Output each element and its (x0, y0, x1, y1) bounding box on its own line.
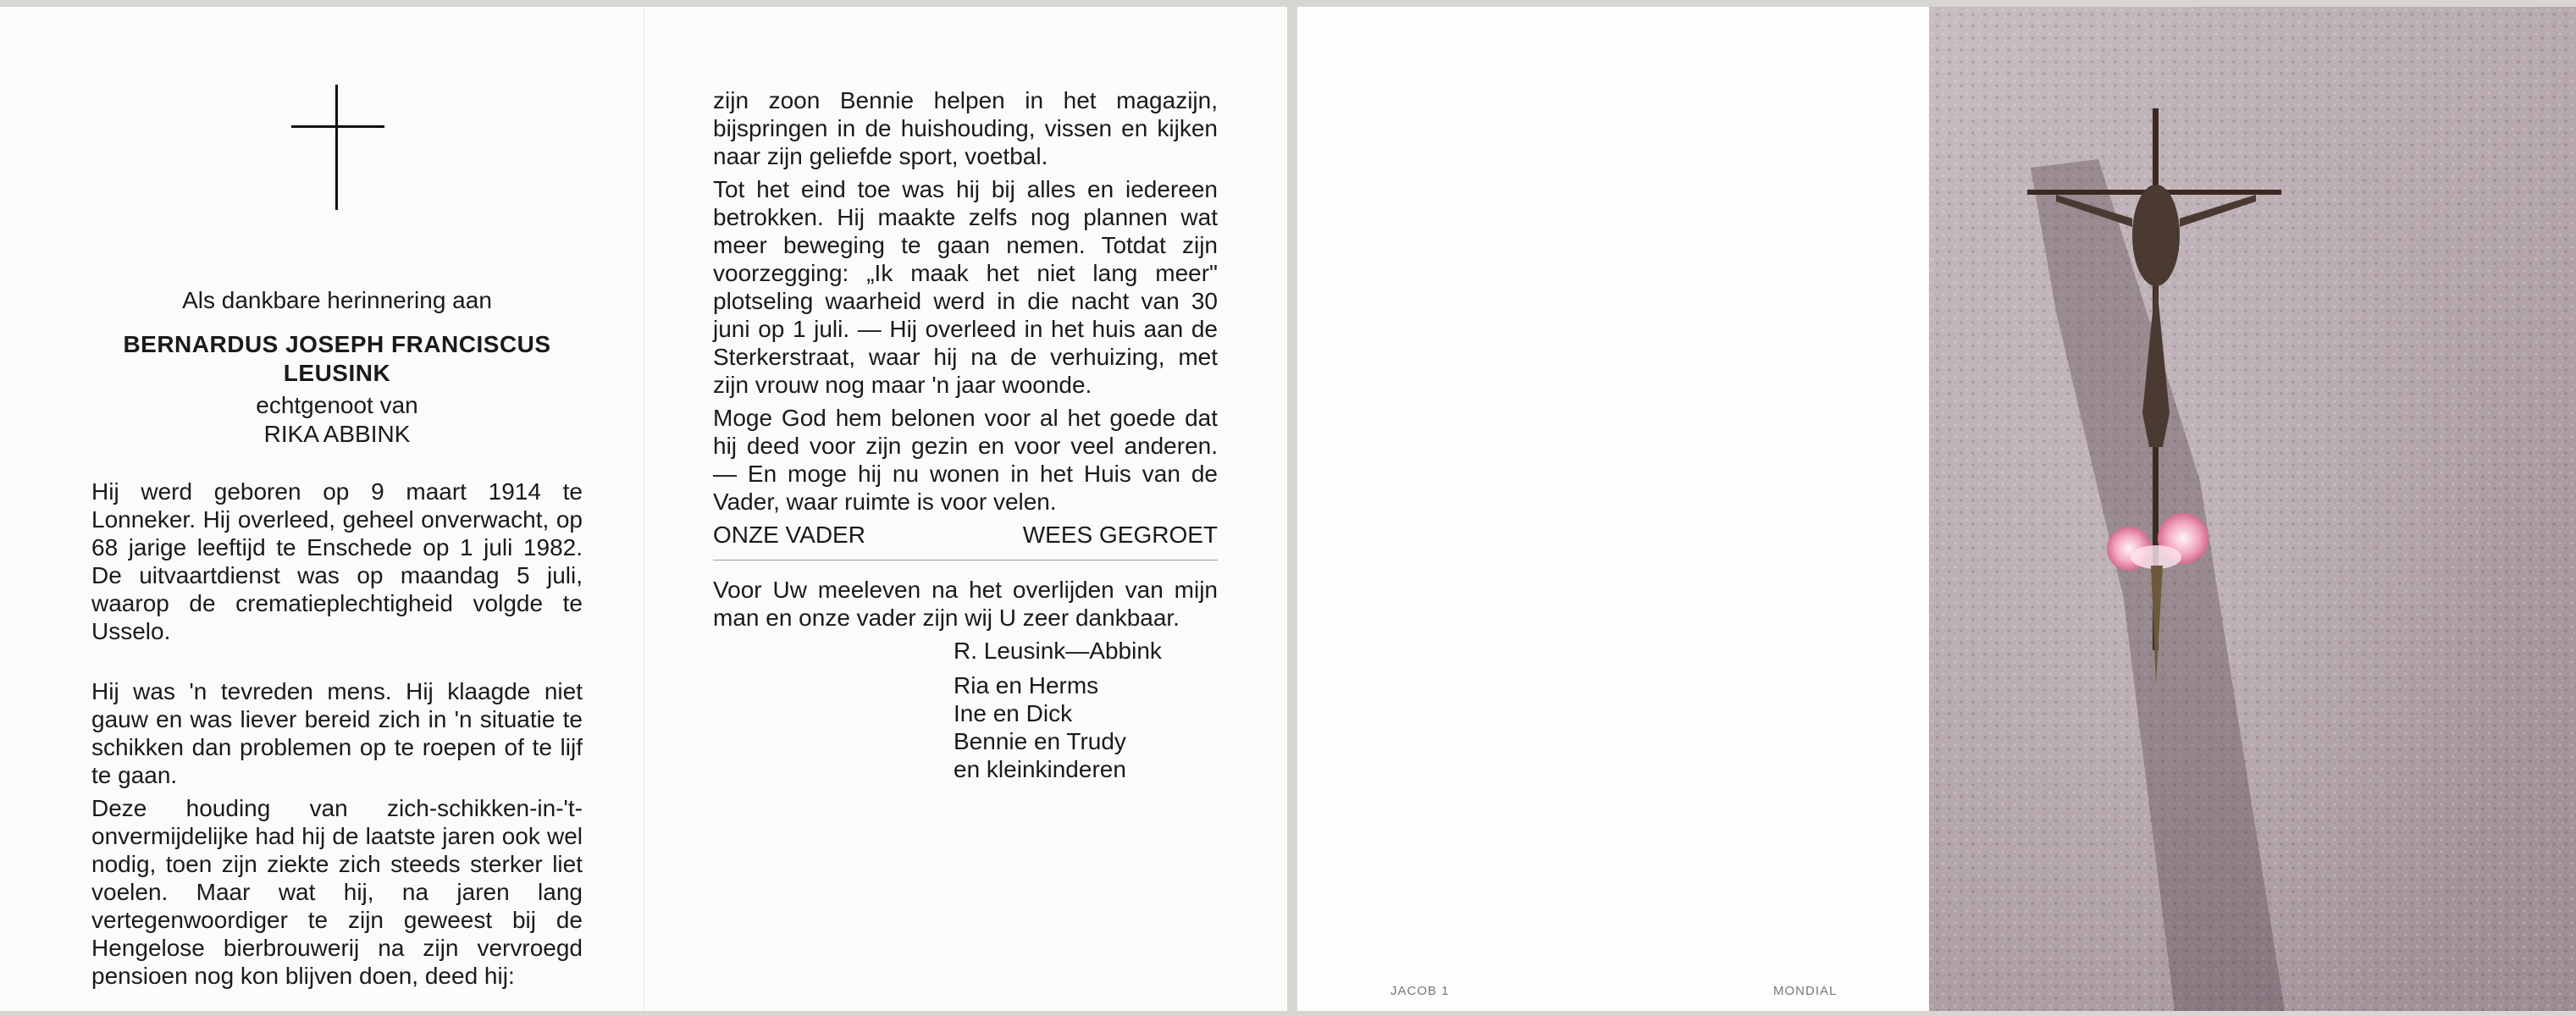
intro-text: Als dankbare herinnering aan (182, 287, 492, 313)
thanks-text: Voor Uw meeleven na het overlijden van mijn man en onze vader zijn wij U zeer dankbaar. (713, 577, 1218, 631)
printer-mark-left: JACOB 1 (1390, 984, 1450, 998)
crucifix-illustration (1929, 7, 2576, 1011)
deceased-name: BERNARDUS JOSEPH FRANCISCUS LEUSINK (123, 331, 551, 386)
left-column (91, 75, 583, 995)
signature-line: Ria en Herms (954, 672, 1099, 698)
right-column (713, 86, 1218, 783)
blank-back-page (1297, 7, 1929, 1011)
cross-icon (91, 75, 583, 210)
prayer-onze-vader: ONZE VADER (713, 522, 865, 548)
crucifix-photo (1929, 7, 2576, 1011)
spouse-name: RIKA ABBINK (263, 421, 411, 447)
paragraph-last-days: Tot het eind toe was hij bij alles en iedereen betrokken. Hij maakte zelfs nog plannen wat meer beweging te gaan nemen. Totdat zijn voorzegging: „Ik maak het niet lang meer" plotseling waarheid werd in die nacht van 30 juni op 1 juli. — Hij overleed in het huis aan de Sterkerstraat, waar hij na de verhuizing, met zijn vrouw nog maar 'n jaar woonde. (713, 176, 1218, 398)
prayer-wees-gegroet: WEES GEGROET (1022, 522, 1218, 548)
paragraph-character: Hij was 'n tevreden mens. Hij klaagde niet gauw en was liever bereid zich in 'n situatie te schikken dan problemen op te roepen of te lijf te gaan. (91, 678, 583, 788)
card-outer-spread (1297, 7, 2576, 1011)
prayers-line (713, 521, 1218, 549)
paragraph-career: Deze houding van zich-schikken-in-'t-onvermijdelijke had hij de laatste jaren ook wel nodig, toen zijn ziekte zich steeds sterker liet voelen. Maar wat hij, na jaren lang vertegenwoordiger te zijn geweest bij de Hengelose bierbrouwerij na zijn vervroegd pensioen nog kon blijven doen, deed hij: (91, 795, 583, 989)
signatures (954, 637, 1218, 783)
paragraph-blessing: Moge God hem belonen voor al het goede dat hij deed voor zijn gezin en voor veel anderen. — En moge hij nu wonen in het Huis van de Vader, waar ruimte is voor velen. (713, 405, 1218, 515)
spouse-label: echtgenoot van (256, 392, 418, 418)
signature-line: R. Leusink—Abbink (954, 638, 1162, 664)
signature-line: en kleinkinderen (954, 756, 1126, 782)
signature-line: Ine en Dick (954, 700, 1073, 726)
paragraph-birth-death: Hij werd geboren op 9 maart 1914 te Lonneker. Hij overleed, geheel onverwacht, op 68 jarige leeftijd te Enschede op 1 juli 1982. De uitvaartdienst was op maandag 5 juli, waarop de crematieplechtigheid volgde te Usselo. (91, 478, 583, 644)
card-inner-spread (0, 7, 1287, 1011)
signature-line: Bennie en Trudy (954, 728, 1126, 754)
paragraph-hobbies: zijn zoon Bennie helpen in het magazijn, bijspringen in de huishouding, vissen en kijken naar zijn geliefde sport, voetbal. (713, 87, 1218, 169)
printer-mark-right: MONDIAL (1773, 984, 1838, 998)
